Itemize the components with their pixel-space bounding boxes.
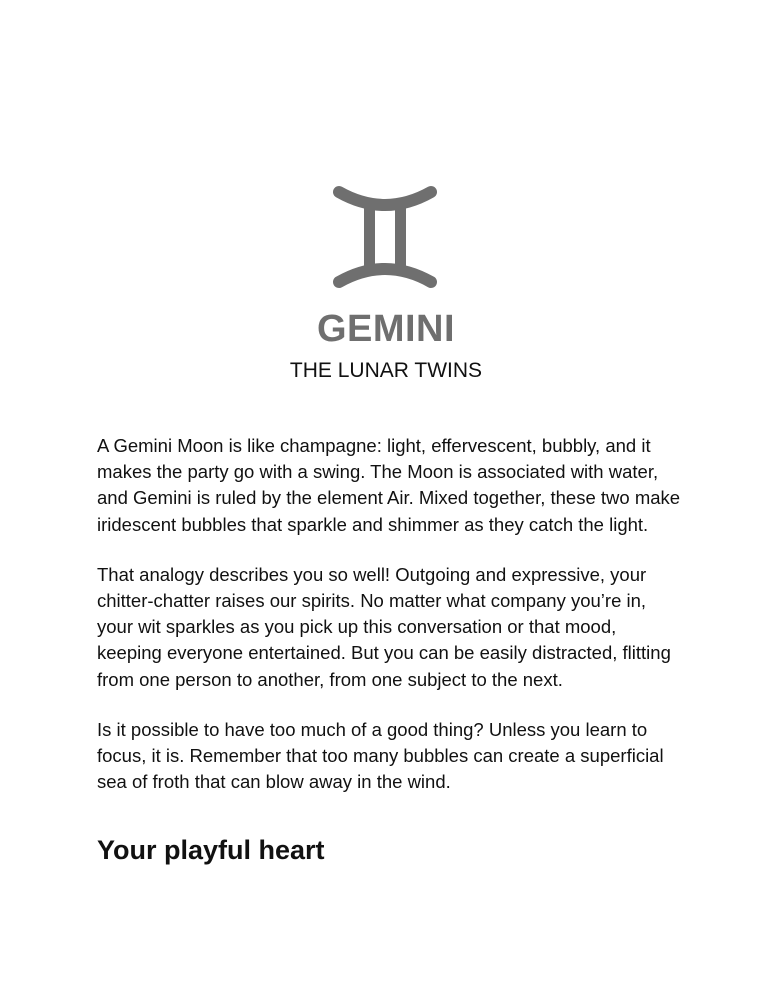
body-text bbox=[97, 433, 685, 819]
sign-title: GEMINI bbox=[316, 308, 456, 350]
paragraph-2: That analogy describes you so well! Outgoing and expressive, your chitter-chatter raises our spirits. No matter what company you’re in, your wit sparkles as you pick up this conversation or that mood, keeping everyone entertained. But you can be easily distracted, flitting from one person to another, from one subject to the next. bbox=[97, 563, 671, 690]
gemini-symbol-icon bbox=[331, 184, 439, 290]
sign-subtitle: THE LUNAR TWINS bbox=[289, 359, 483, 382]
paragraph-3: Is it possible to have too much of a good thing? Unless you learn to focus, it is. Remember that too many bubbles can create a superficial sea of froth that can blow away in the wind. bbox=[97, 718, 664, 793]
section-heading: Your playful heart bbox=[97, 835, 325, 865]
paragraph-1: A Gemini Moon is like champagne: light, effervescent, bubbly, and it makes the party go with a swing. The Moon is associated with water, and Gemini is ruled by the element Air. Mixed together, these two make iridescent bubbles that sparkle and shimmer as they catch the light. bbox=[97, 435, 681, 535]
